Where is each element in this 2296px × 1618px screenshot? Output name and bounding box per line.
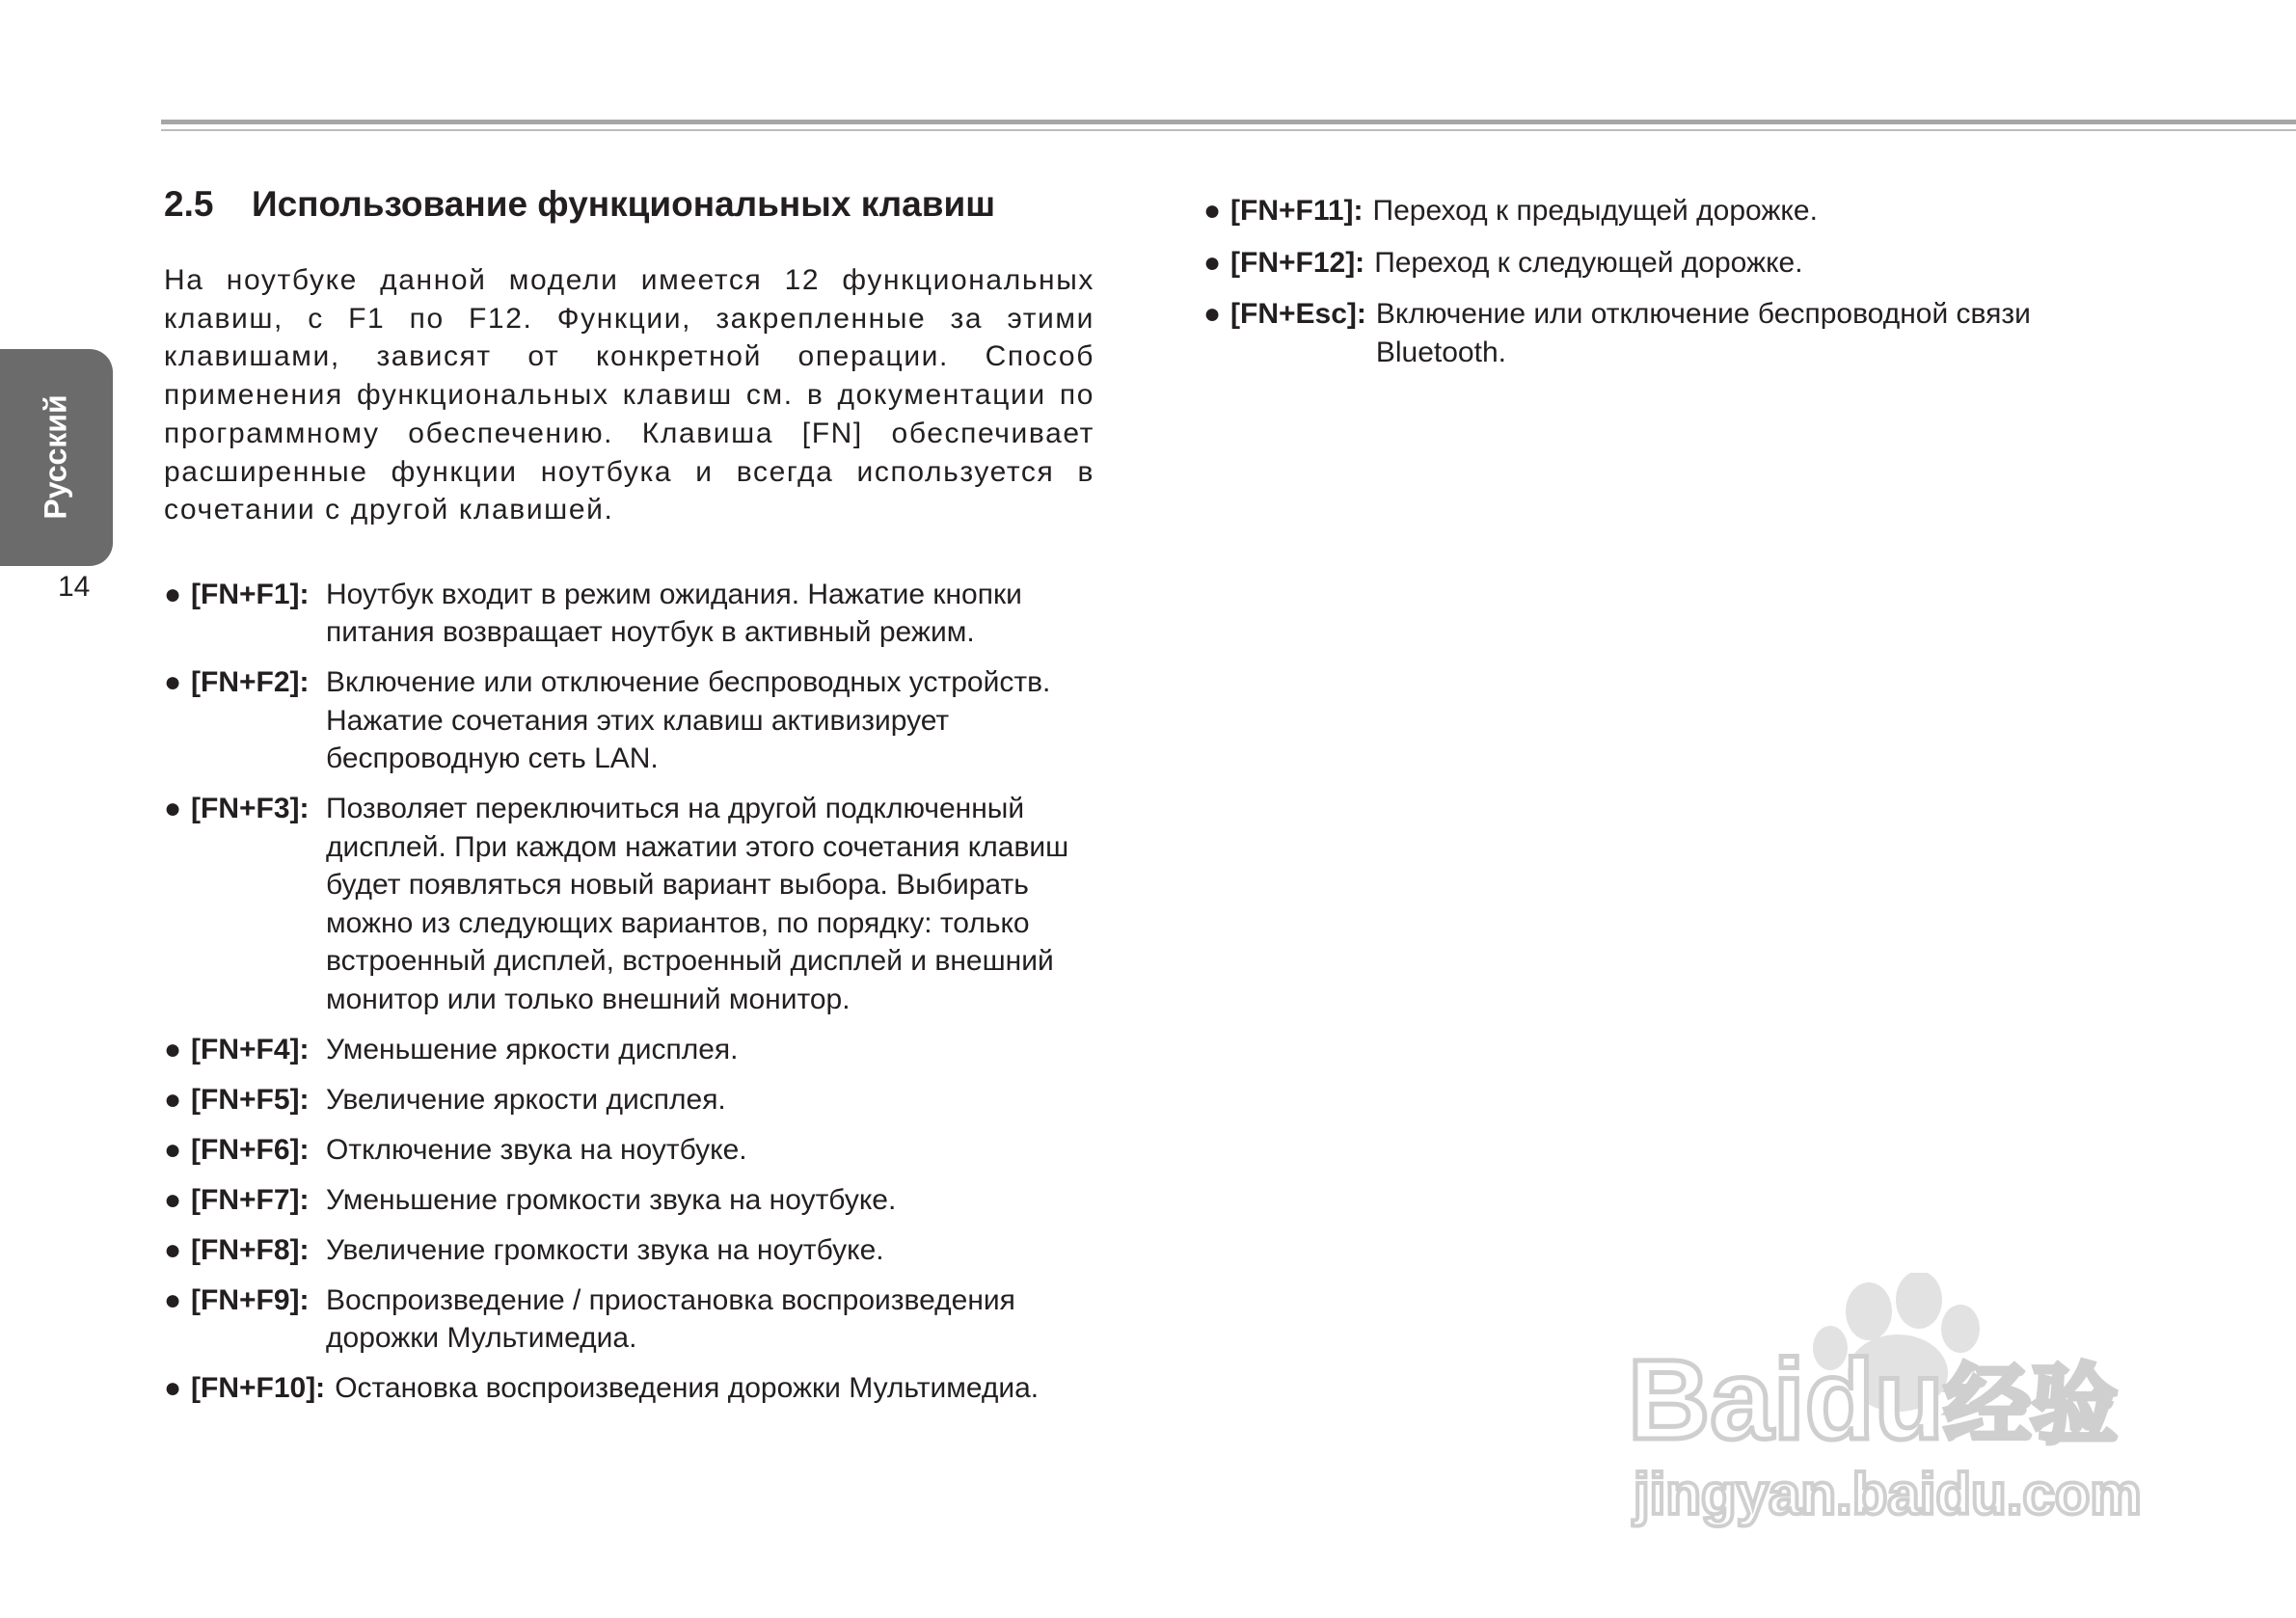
fn-key-combo: [FN+F3]: xyxy=(191,793,310,825)
fn-key-combo: [FN+F12]: xyxy=(1230,246,1365,279)
bullet-icon: ● xyxy=(1203,298,1222,330)
fn-key-row xyxy=(1203,192,2129,230)
fn-key-description: Включение или отключение беспроводной связи Bluetooth. xyxy=(1375,298,2031,368)
fn-key-item xyxy=(164,1369,1094,1408)
page-number: 14 xyxy=(58,571,91,603)
fn-key-row xyxy=(164,1081,1094,1119)
language-side-tab xyxy=(0,349,113,566)
fn-key-row xyxy=(164,1031,1094,1069)
fn-key-row xyxy=(1203,244,2129,283)
fn-key-item xyxy=(164,1081,1094,1119)
fn-key-item xyxy=(164,1231,1094,1270)
bullet-icon: ● xyxy=(1203,246,1222,279)
header-rule-bottom xyxy=(161,129,2296,131)
fn-key-description: Увеличение громкости звука на ноутбуке. xyxy=(326,1233,884,1266)
fn-key-row xyxy=(164,1281,1094,1358)
baidu-watermark xyxy=(1628,1273,2168,1533)
watermark-product: 经验 xyxy=(1944,1355,2118,1456)
fn-key-combo: [FN+F9]: xyxy=(191,1283,310,1316)
fn-key-item xyxy=(164,1181,1094,1220)
fn-key-description: Уменьшение яркости дисплея. xyxy=(326,1033,739,1065)
fn-key-description: Остановка воспроизведения дорожки Мультимедиа. xyxy=(335,1372,1040,1405)
language-label: Русский xyxy=(38,394,73,520)
fn-key-row xyxy=(164,1181,1094,1220)
fn-key-item xyxy=(164,1131,1094,1170)
bullet-icon: ● xyxy=(164,1183,182,1216)
intro-paragraph: На ноутбуке данной модели имеется 12 функциональных клавиш, с F1 по F12. Функции, закрепленные за этими клавишами, зависят от конкретной операции. Способ применения функциональных клавиш см. в документации по программному обеспечению. Клавиша [FN] обеспечивает расширенные функции ноутбука и всегда используется в сочетании с другой клавишей. xyxy=(164,264,1094,526)
fn-key-description: Ноутбук входит в режим ожидания. Нажатие кнопки питания возвращает ноутбук в активный режим. xyxy=(326,578,1022,649)
bullet-icon: ● xyxy=(1203,195,1222,227)
fn-key-combo: [FN+F5]: xyxy=(191,1083,310,1116)
fn-key-combo: [FN+F4]: xyxy=(191,1033,310,1065)
watermark-brand: Baidu xyxy=(1628,1336,1944,1464)
fn-key-combo: [FN+F8]: xyxy=(191,1233,310,1266)
watermark-url: jingyan.baidu.com xyxy=(1634,1462,2142,1526)
fn-key-combo: [FN+F2]: xyxy=(191,666,310,699)
fn-key-description: Переход к предыдущей дорожке. xyxy=(1372,195,1818,227)
bullet-icon: ● xyxy=(164,1372,182,1405)
left-column xyxy=(164,183,1094,1419)
fn-key-row xyxy=(1203,295,2129,371)
section-title: Использование функциональных клавиш xyxy=(252,184,996,224)
fn-key-row xyxy=(164,1369,1094,1408)
fn-key-description: Увеличение яркости дисплея. xyxy=(326,1083,726,1116)
fn-key-row xyxy=(164,790,1094,1018)
fn-key-item xyxy=(164,663,1094,778)
fn-key-combo: [FN+F10]: xyxy=(191,1372,326,1405)
fn-key-item xyxy=(164,576,1094,652)
fn-key-item xyxy=(1203,192,2129,230)
bullet-icon: ● xyxy=(164,578,182,610)
fn-key-list-right xyxy=(1203,192,2129,371)
header-rule-top xyxy=(161,120,2296,124)
bullet-icon: ● xyxy=(164,666,182,699)
fn-key-description: Отключение звука на ноутбуке. xyxy=(326,1133,747,1166)
fn-key-description: Переход к следующей дорожке. xyxy=(1374,246,1803,279)
fn-key-item xyxy=(164,790,1094,1018)
bullet-icon: ● xyxy=(164,793,182,825)
bullet-icon: ● xyxy=(164,1133,182,1166)
fn-key-combo: [FN+F6]: xyxy=(191,1133,310,1166)
fn-key-item xyxy=(1203,244,2129,283)
fn-key-row xyxy=(164,1131,1094,1170)
fn-key-description: Включение или отключение беспроводных устройств. Нажатие сочетания этих клавиш активизирует беспроводную сеть LAN. xyxy=(326,666,1051,775)
fn-key-row xyxy=(164,576,1094,652)
bullet-icon: ● xyxy=(164,1283,182,1316)
section-heading xyxy=(164,183,1094,226)
fn-key-row xyxy=(164,663,1094,778)
fn-key-combo: [FN+F1]: xyxy=(191,578,310,610)
fn-key-row xyxy=(164,1231,1094,1270)
right-column xyxy=(1203,192,2129,385)
bullet-icon: ● xyxy=(164,1233,182,1266)
fn-key-description: Воспроизведение / приостановка воспроизведения дорожки Мультимедиа. xyxy=(326,1283,1015,1355)
fn-key-description: Позволяет переключиться на другой подключенный дисплей. При каждом нажатии этого сочетания клавиш будет появляться новый вариант выбора. Выбирать можно из следующих вариантов, по порядку: только встроенный дисплей, встроенный дисплей и внешний монитор или только внешний монитор. xyxy=(326,793,1069,1015)
fn-key-description: Уменьшение громкости звука на ноутбуке. xyxy=(326,1183,897,1216)
fn-key-combo: [FN+F7]: xyxy=(191,1183,310,1216)
bullet-icon: ● xyxy=(164,1033,182,1065)
fn-key-combo: [FN+F11]: xyxy=(1230,195,1364,227)
section-number: 2.5 xyxy=(164,184,214,224)
bullet-icon: ● xyxy=(164,1083,182,1116)
fn-key-item xyxy=(1203,295,2129,371)
fn-key-item xyxy=(164,1281,1094,1358)
fn-key-combo: [FN+Esc]: xyxy=(1230,298,1366,330)
fn-key-list-left xyxy=(164,576,1094,1408)
fn-key-item xyxy=(164,1031,1094,1069)
